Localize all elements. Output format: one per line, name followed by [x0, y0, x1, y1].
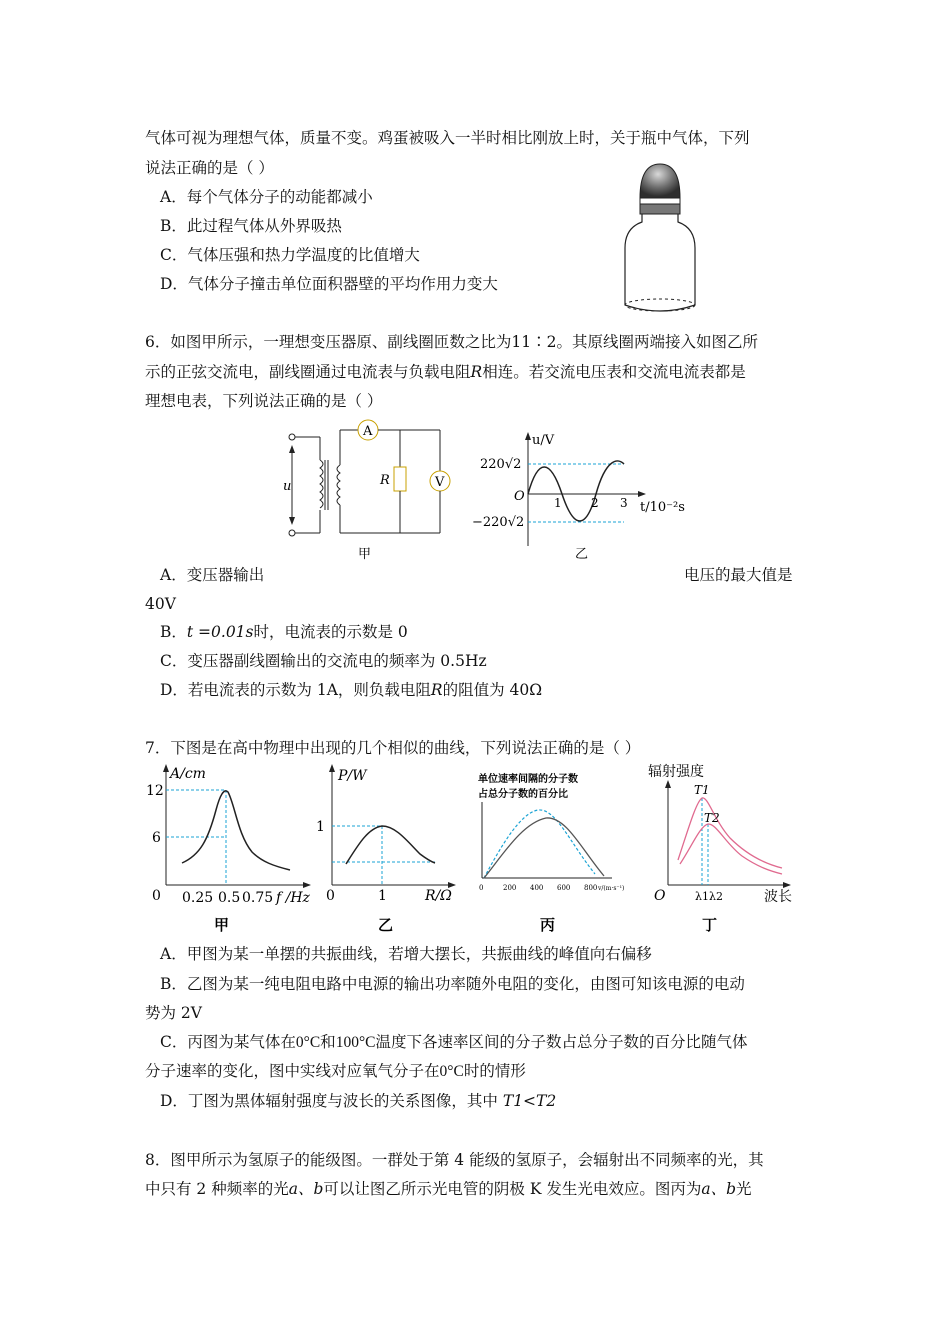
bing-xtick-200: 200	[503, 884, 517, 892]
yi-caption: 乙	[378, 916, 394, 934]
q7-option-a: A．甲图为某一单摆的共振曲线，若增大摆长，共振曲线的峰值向右偏移	[160, 945, 652, 963]
bing-xtick-600: 600	[557, 884, 571, 892]
q5-option-c: C．气体压强和热力学温度的比值增大	[160, 246, 420, 264]
q7-fig-ding	[640, 760, 815, 938]
u-label: u	[283, 479, 292, 494]
q7-option-c-line2: 分子速率的变化，图中实线对应氧气分子在0°C时的情形	[145, 1062, 526, 1080]
q8-stem-line1: 8．图甲所示为氢原子的能级图。一群处于第 4 能级的氢原子，会辐射出不同频率的光，其	[145, 1151, 764, 1169]
bing-xlabel: v/(m·s⁻¹)	[598, 885, 625, 892]
q7-option-d: D．丁图为黑体辐射强度与波长的关系图像，其中 T1<T2	[160, 1092, 557, 1110]
q7-option-c-line1: C．丙图为某气体在0°C和100°C温度下各速率区间的分子数占总分子数的百分比随气体	[160, 1033, 748, 1051]
q7-fig-jia	[140, 760, 320, 938]
sine-curve	[528, 461, 624, 521]
egg-bottle-figure	[620, 160, 700, 315]
q5-option-a: A．每个气体分子的动能都减小	[160, 188, 373, 206]
yi-origin: 0	[326, 888, 335, 904]
q7-stem: 7．下图是在高中物理中出现的几个相似的曲线，下列说法正确的是（ ）	[145, 739, 641, 757]
bing-xtick-400: 400	[530, 884, 544, 892]
voltmeter-label: V	[435, 475, 445, 490]
jia-xtick-2: 0.5	[218, 890, 241, 906]
ding-origin: O	[654, 888, 666, 904]
q6-option-a-right: 电压的最大值是	[684, 566, 793, 584]
ammeter-label: A	[363, 424, 373, 439]
ding-ylabel: 辐射强度	[648, 764, 704, 780]
q6-option-a-left: A．变压器输出	[160, 566, 265, 584]
sine-xtick-3: 3	[620, 496, 628, 510]
yi-ylabel: P/W	[338, 768, 367, 784]
jia-y6: 6	[152, 830, 161, 846]
q6-stem-line3: 理想电表，下列说法正确的是（ ）	[145, 392, 383, 410]
jia-xtick-3: 0.75	[242, 890, 274, 906]
q7-fig-yi	[310, 760, 470, 938]
bing-caption: 丙	[540, 916, 556, 934]
sine-wave-figure	[470, 428, 700, 563]
q6-stem-line2: 示的正弦交流电，副线圈通过电流表与负载电阻R相连。若交流电压表和交流电流表都是	[145, 363, 746, 381]
ding-lambda: λ1λ2	[695, 890, 723, 903]
sine-ylabel: u/V	[532, 433, 555, 448]
q6-option-b: B．t =0.01s时，电流表的示数是 0	[160, 623, 408, 641]
yi-x1: 1	[378, 888, 387, 904]
q5-option-b: B．此过程气体从外界吸热	[160, 217, 342, 235]
yi-xlabel: R/Ω	[425, 888, 452, 904]
bing-xtick-800: 800	[584, 884, 598, 892]
r-label: R	[380, 473, 390, 488]
jia-y12: 12	[146, 783, 164, 799]
jia-ylabel: A/cm	[170, 766, 206, 782]
q6-option-a-cont: 40V	[145, 595, 176, 613]
sine-xtick-1: 1	[554, 496, 562, 510]
q8-stem-line2: 中只有 2 种频率的光a、b可以让图乙所示光电管的阴极 K 发生光电效应。图丙为a、b光	[145, 1180, 752, 1198]
fig-jia-caption: 甲	[358, 547, 372, 562]
ding-t1: T1	[694, 783, 710, 797]
q7-option-b-line1: B．乙图为某一纯电阻电路中电源的输出功率随外电阻的变化，由图可知该电源的电动	[160, 975, 745, 993]
ding-caption: 丁	[702, 916, 718, 934]
sine-xlabel: t/10⁻²s	[640, 500, 685, 515]
q6-option-c: C．变压器副线圈输出的交流电的频率为 0.5Hz	[160, 652, 487, 670]
q6-option-d: D．若电流表的示数为 1A，则负载电阻R的阻值为 40Ω	[160, 681, 543, 699]
q7-fig-bing	[470, 768, 625, 938]
q5-option-d: D．气体分子撞击单位面积器壁的平均作用力变大	[160, 275, 498, 293]
q5-stem-line1: 气体可视为理想气体，质量不变。鸡蛋被吸入一半时相比刚放上时，关于瓶中气体，下列	[145, 129, 750, 147]
sine-ymax: 220√2	[480, 457, 522, 472]
q7-option-b-line2: 势为 2V	[145, 1004, 202, 1022]
sine-xtick-2: 2	[591, 496, 599, 510]
sine-ymin: −220√2	[472, 515, 525, 530]
bing-title2: 占总分子数的百分比	[478, 789, 568, 800]
jia-xtick-1: 0.25	[182, 890, 214, 906]
yi-y1: 1	[316, 819, 325, 835]
ding-t2: T2	[704, 811, 720, 825]
sine-origin: O	[514, 489, 525, 504]
jia-origin: 0	[152, 888, 161, 904]
q5-stem-line2: 说法正确的是（ ）	[145, 159, 274, 177]
jia-xlabel: f /Hz	[276, 890, 310, 906]
bing-xtick-0: 0	[479, 884, 484, 892]
transformer-circuit-figure	[280, 415, 460, 565]
jia-caption: 甲	[214, 916, 230, 934]
bing-title1: 单位速率间隔的分子数	[478, 774, 578, 785]
q6-stem-line1: 6．如图甲所示，一理想变压器原、副线圈匝数之比为11∶2。其原线圈两端接入如图乙所	[145, 333, 758, 351]
ding-xlabel: 波长	[764, 889, 792, 905]
fig-yi-caption: 乙	[575, 547, 589, 562]
